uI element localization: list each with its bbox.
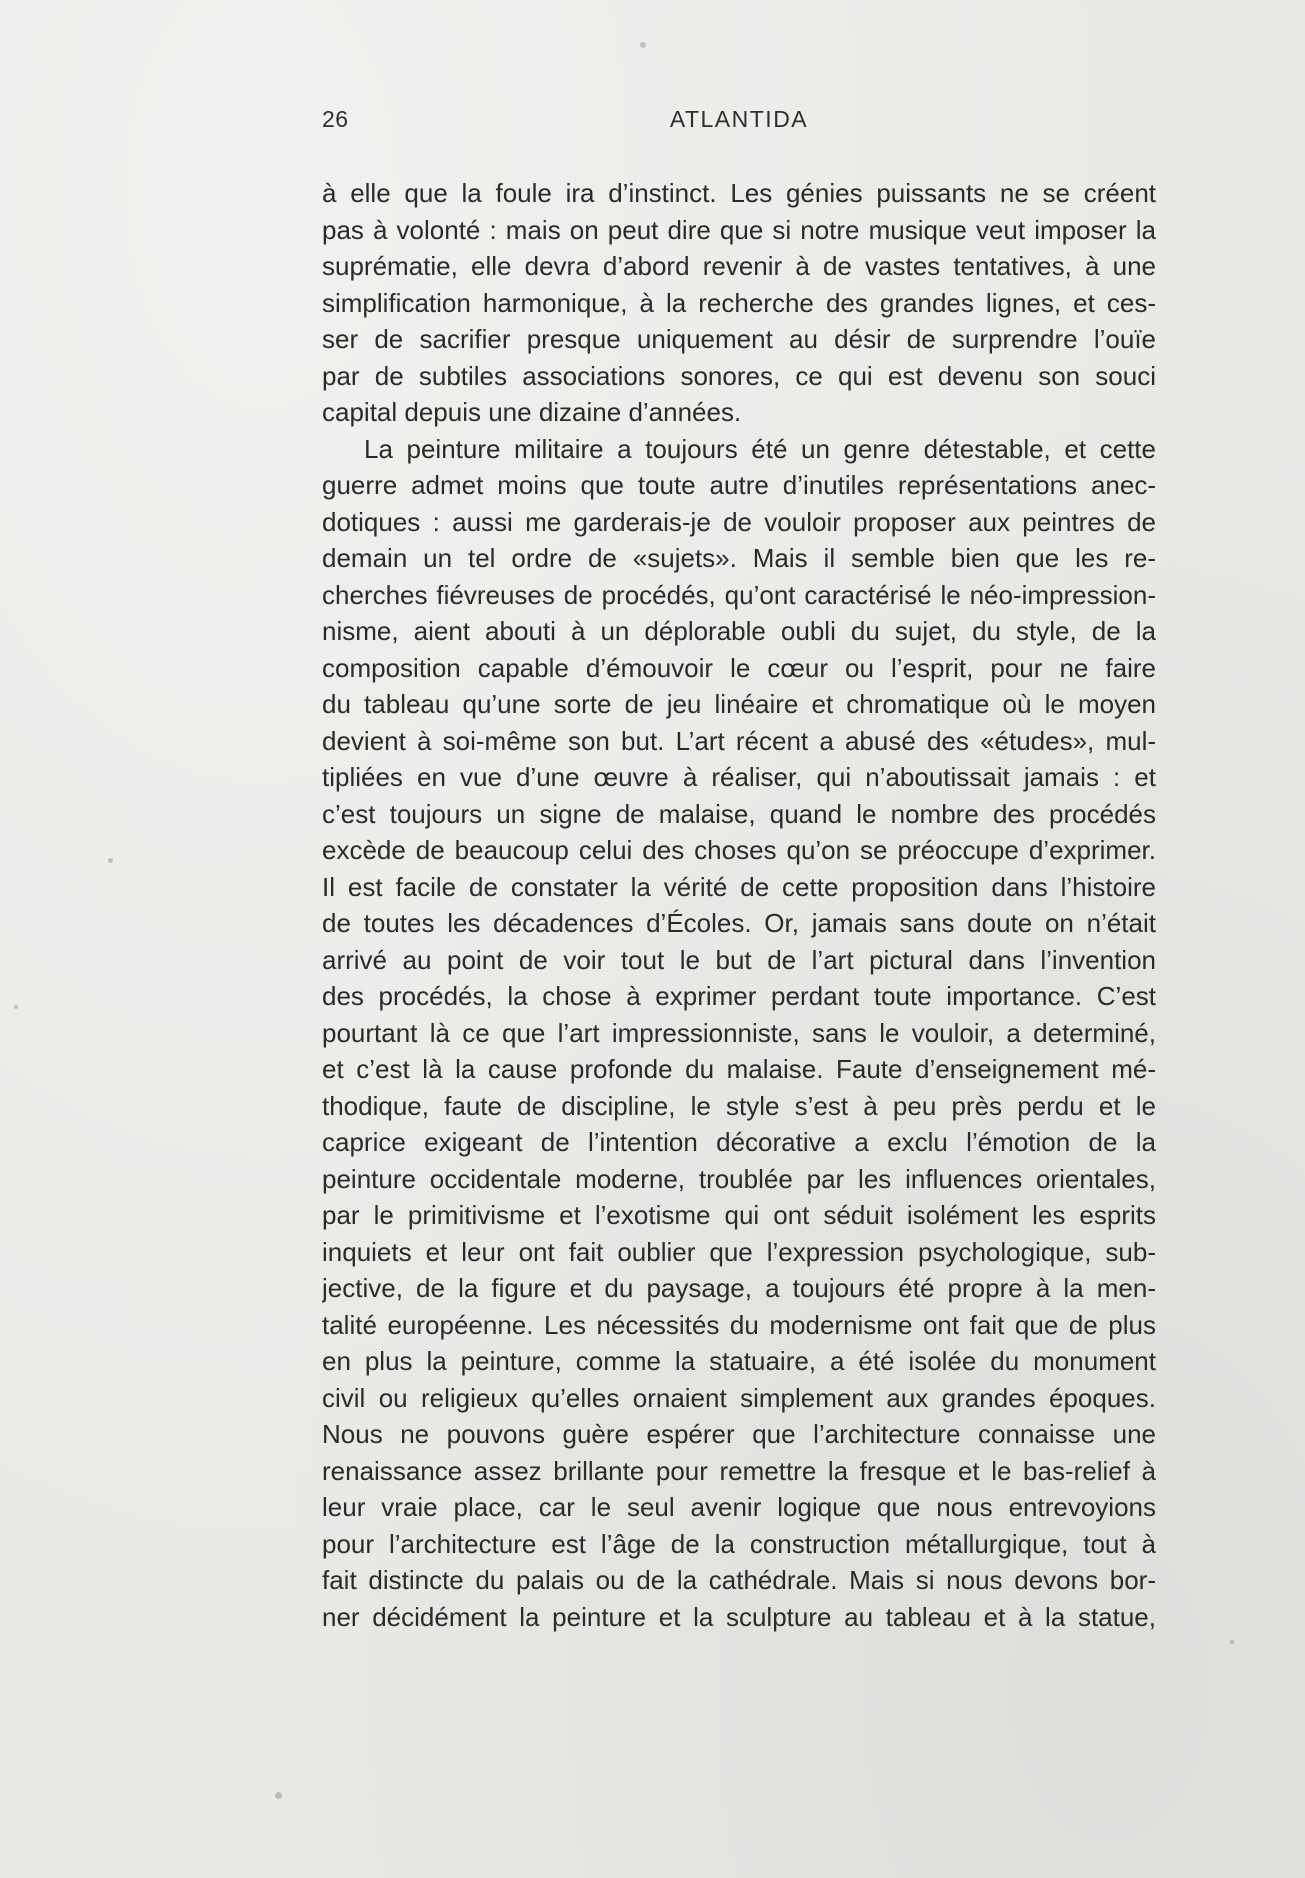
text-line: nisme, aient abouti à un déplorable oubli du sujet, du style, de la [322, 616, 1156, 646]
page-number: 26 [322, 106, 349, 132]
text-line: talité européenne. Les nécessités du modernisme ont fait que de plus [322, 1309, 1156, 1340]
text-line: jective, de la figure et du paysage, a toujours été propre à la men- [322, 1273, 1156, 1303]
text-line: dotiques : aussi me garderais-je de vouloir proposer aux peintres de [322, 506, 1156, 537]
running-head [322, 106, 1156, 146]
text-line: devient à soi-même son but. L’art récent a abusé des «études», mul- [322, 725, 1156, 756]
text-line: du tableau qu’une sorte de jeu linéaire et chromatique où le moyen [322, 689, 1156, 719]
text-line: simplification harmonique, à la recherche des grandes lignes, et ces- [322, 287, 1156, 318]
text-line: excède de beaucoup celui des choses qu’on se préoccupe d’exprimer. [322, 835, 1156, 865]
text-line: thodique, faute de discipline, le style s’est à peu près perdu et le [322, 1090, 1156, 1121]
text-line: c’est toujours un signe de malaise, quand le nombre des procédés [322, 798, 1156, 829]
text-line: La peinture militaire a toujours été un genre détestable, et cette [364, 433, 1156, 464]
text-line: suprématie, elle devra d’abord revenir à de vastes tentatives, à une [322, 251, 1156, 281]
text-line: Nous ne pouvons guère espérer que l’architecture connaisse une [322, 1419, 1156, 1449]
text-line: capital depuis une dizaine d’années. [322, 397, 742, 427]
text-line: tipliées en vue d’une œuvre à réaliser, qui n’aboutissait jamais : et [322, 762, 1156, 792]
text-line: et c’est là la cause profonde du malaise. Faute d’enseignement mé- [322, 1054, 1156, 1084]
text-line: par le primitivisme et l’exotisme qui ont séduit isolément les esprits [322, 1200, 1156, 1230]
text-line: pour l’architecture est l’âge de la construction métallurgique, tout à [322, 1528, 1156, 1559]
text-line: composition capable d’émouvoir le cœur ou l’esprit, pour ne faire [322, 652, 1156, 683]
paper-speck [640, 42, 646, 48]
paper-speck [108, 858, 113, 863]
paper-speck [275, 1792, 282, 1799]
text-line: à elle que la foule ira d’instinct. Les génies puissants ne se créent [322, 178, 1156, 208]
paragraph [322, 431, 1156, 1636]
text-line: renaissance assez brillante pour remettre la fresque et le bas-relief à [322, 1455, 1156, 1486]
text-line: ser de sacrifier presque uniquement au désir de surprendre l’ouïe [322, 324, 1156, 354]
text-line: par de subtiles associations sonores, ce qui est devenu son souci [322, 360, 1156, 391]
text-line: civil ou religieux qu’elles ornaient simplement aux grandes époques. [322, 1382, 1156, 1413]
text-line: pourtant là ce que l’art impressionniste, sans le vouloir, a determiné, [322, 1017, 1156, 1048]
text-line: fait distincte du palais ou de la cathédrale. Mais si nous devons bor- [322, 1565, 1156, 1595]
body-text [322, 175, 1156, 1635]
text-line: arrivé au point de voir tout le but de l’art pictural dans l’invention [322, 944, 1156, 975]
text-line: peinture occidentale moderne, troublée par les influences orientales, [322, 1163, 1156, 1194]
paper-speck [1230, 1640, 1234, 1644]
text-line: caprice exigeant de l’intention décorative a exclu l’émotion de la [322, 1127, 1156, 1157]
text-line: guerre admet moins que toute autre d’inutiles représentations anec- [322, 470, 1156, 500]
paragraph [322, 175, 1156, 431]
text-line: Il est facile de constater la vérité de cette proposition dans l’histoire [322, 871, 1156, 902]
text-line: des procédés, la chose à exprimer perdant toute importance. C’est [322, 981, 1156, 1011]
text-line: pas à volonté : mais on peut dire que si notre musique veut imposer la [322, 214, 1156, 245]
text-line: leur vraie place, car le seul avenir logique que nous entrevoyions [322, 1492, 1156, 1522]
text-line: ner décidément la peinture et la sculpture au tableau et à la statue, [322, 1601, 1156, 1632]
text-line: cherches fiévreuses de procédés, qu’ont caractérisé le néo-impression- [322, 579, 1156, 610]
running-title: ATLANTIDA [669, 106, 809, 132]
text-line: inquiets et leur ont fait oublier que l’expression psychologique, sub- [322, 1236, 1156, 1267]
text-line: de toutes les décadences d’Écoles. Or, jamais sans doute on n’était [322, 908, 1156, 938]
text-line: en plus la peinture, comme la statuaire, a été isolée du monument [322, 1346, 1156, 1376]
paper-speck [14, 1005, 18, 1009]
text-line: demain un tel ordre de «sujets». Mais il semble bien que les re- [322, 543, 1156, 573]
